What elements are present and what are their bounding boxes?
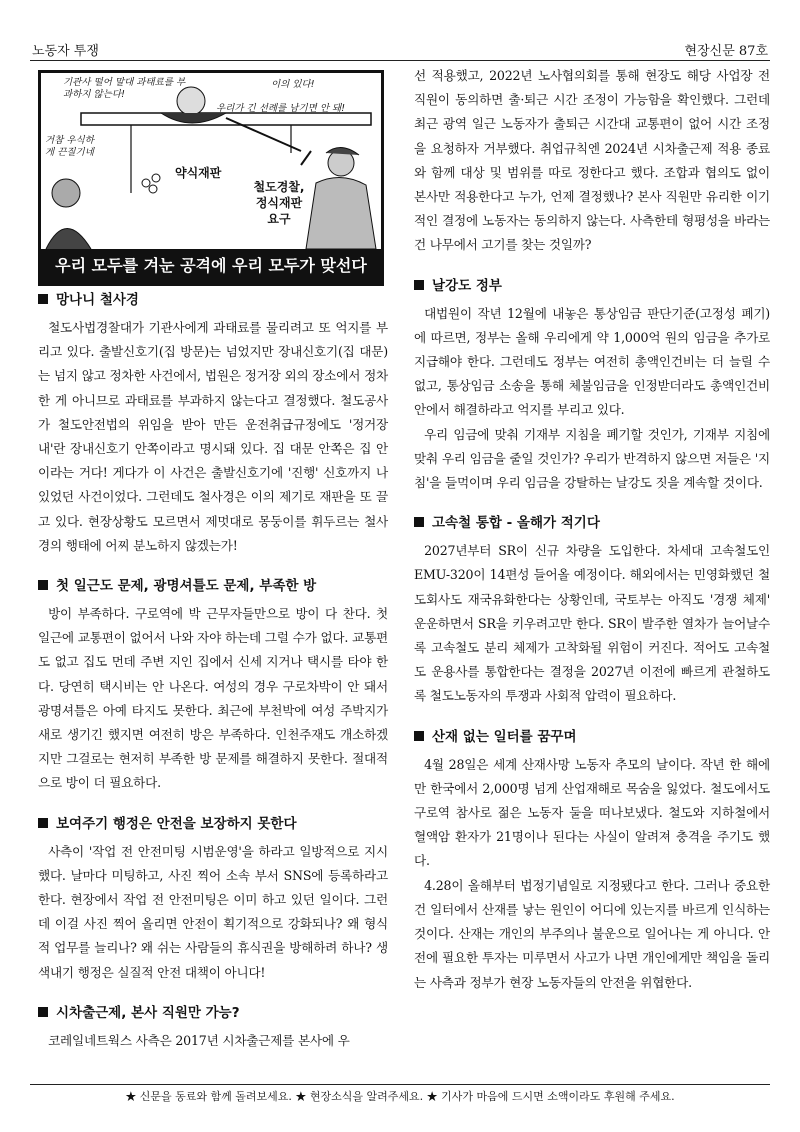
right-column — [414, 64, 770, 1013]
article-paragraph: 2027년부터 SR이 신규 차량을 도입한다. 차세대 고속철도인 EMU-320이 14편성 들어올 예정이다. 해외에서는 민영화했던 철도회사도 재국유화한다는 상황인데, 국토부는 아직도 '경쟁 체제' 운운하면서 SR을 키우려고만 한다. SR이 발주한 열차가 늘어날수록 고속철도 분리 체제가 고착화될 위험이 커진다. 적어도 고속철도 운용사를 통합한다는 결정을 2027년 이전에 빠르게 관철하도록 철도노동자의 투쟁과 사회적 압력이 필요하다. — [414, 543, 770, 704]
article — [38, 814, 388, 985]
square-bullet-icon — [38, 1007, 48, 1017]
article-heading: 첫 일근도 문제, 광명셔틀도 문제, 부족한 방 — [38, 576, 388, 596]
article-paragraph: 4월 28일은 세계 산재사망 노동자 추모의 날이다. 작년 한 해에만 한국에서 2,000명 넘게 산업재해로 목숨을 잃었다. 철도에서도 구로역 참사로 젊은 노동자 둘을 떠나보냈다. 철도와 지하철에서 혈액암 환자가 21명이나 된다는 사실이 알려져 충격을 주기도 했다. — [414, 756, 770, 869]
article-paragraph: 방이 부족하다. 구로역에 박 근무자들만으로 방이 다 찬다. 첫 일근에 교통편이 없어서 나와 자야 하는데 그럴 수가 없다. 교통편도 없고 집도 먼데 주변 지인 집에서 신세 지거나 택시를 타야 한다. 당연히 택시비는 안 나온다. 여성의 경우 구로차박이 안 돼서 광명셔틀은 아예 타지도 못한다. 최근에 부천박에 여성 주박지가 새로 생기긴 했지면 여전히 방은 부족하다. 인천주재도 개소하겠지만 그걸로는 현저히 부족한 방 문제를 해결하지 못한다. 절대적으로 방이 더 필요하다. — [38, 606, 388, 791]
left-column — [38, 290, 388, 1053]
newspaper-title: 노동자 투쟁 — [32, 44, 99, 59]
article-heading: 시차출근제, 본사 직원만 가능? — [38, 1003, 388, 1023]
cartoon-caption: 우리 모두를 겨눈 공격에 우리 모두가 맞선다 — [41, 249, 381, 283]
speech-bubble-police-1: 이의 있다! — [271, 79, 315, 90]
article-paragraph: 대법원이 작년 12월에 내놓은 통상임금 판단기준(고정성 폐기)에 따르면, 정부는 올해 우리에게 약 1,000억 원의 임금을 추가로 지급해야 한다. 그런데도 정부는 여전히 총액인건비는 더 늘릴 수 없고, 통상임금 소송을 통해 체불임금을 인정받더라도 총액인건비 안에서 해결하라고 억지를 부리고 있다. — [414, 305, 770, 418]
article-paragraph-part1: 코레일네트웍스 사측은 2017년 시차출근제를 본사에 우 — [48, 1032, 350, 1048]
footer-divider — [30, 1084, 770, 1085]
speech-bubble-left: 거참 우식하게 끈질기네 — [45, 135, 94, 158]
square-bullet-icon — [414, 517, 424, 527]
article — [38, 290, 388, 558]
square-bullet-icon — [414, 280, 424, 290]
square-bullet-icon — [38, 294, 48, 304]
speech-bubble-police-2: 우리가 긴 선례를 남기면 안 돼! — [216, 103, 346, 114]
page-header — [0, 0, 800, 60]
article — [414, 727, 770, 995]
article-paragraph: 철도사법경찰대가 기관사에게 과태료를 물리려고 또 억지를 부리고 있다. 출발신호기(집 방문)는 넘었지만 장내신호기(집 대문)는 넘지 않고 정차한 사건에서, 법원은 정거장 외의 장소에서 정차한 게 아니므로 과태료를 부과하지 않는다고 결정했다. 철도공사가 철도안전법의 위임을 받아 만든 운전취급규정에도 '정거장 내'란 장내신호기 안쪽이라고 명시돼 있다. 집 대문 안쪽은 집 안이라는 거다! 게다가 이 사건은 출발신호기에 '진행' 신호까지 나 있었던 사건이었다. 그런데도 철사경은 이의 제기로 재판을 또 끌고 있다. 현장상황도 모르면서 제멋대로 몽둥이를 휘두르는 철사경의 행태에 어찌 분노하지 않겠는가! — [38, 320, 388, 553]
cartoon — [38, 70, 384, 286]
issue-number: 현장신문 87호 — [684, 44, 768, 59]
square-bullet-icon — [414, 731, 424, 741]
header-divider — [30, 60, 770, 61]
article-heading: 날강도 정부 — [414, 276, 770, 296]
square-bullet-icon — [38, 818, 48, 828]
article — [414, 513, 770, 708]
article — [38, 1003, 388, 1053]
speech-bubble-judge: 기관사 떨어 말대 과태료를 부과하지 않는다! — [63, 77, 186, 100]
article-paragraph: 사측이 '작업 전 안전미팅 시범운영'을 하라고 일방적으로 지시했다. 날마다 미팅하고, 사진 찍어 소속 부서 SNS에 등록하라고 한다. 현장에서 작업 전 안전미팅은 이미 하고 있던 일이다. 그런데 이걸 사진 찍어 올리면 안전이 획기적으로 강화되나? 왜 형식적 업무를 늘리나? 왜 쉬는 사람들의 휴식권을 방해하려 하나? 생색내기 행정은 실질적 안전 대책이 아니다! — [38, 843, 388, 980]
article-paragraph: 우리 임금에 맞춰 기재부 지침을 폐기할 것인가, 기재부 지침에 맞춰 우리 임금을 줄일 것인가? 우리가 반격하지 않으면 저들은 '지침'을 들먹이며 우리 임금을 강탈하는 날강도 짓을 계속할 것이다. — [414, 426, 770, 491]
footer-note: ★ 신문을 동료와 함께 돌려보세요. ★ 현장소식을 알려주세요. ★ 기사가 마음에 드시면 소액이라도 후원해 주세요. — [125, 1090, 675, 1103]
article-heading: 산재 없는 일터를 꿈꾸며 — [414, 727, 770, 747]
article-heading: 망나니 철사경 — [38, 290, 388, 310]
article — [38, 576, 388, 796]
label-summary-trial: 약식재판 — [175, 166, 222, 180]
label-railway-police: 철도경찰, 정식재판 요구 — [253, 180, 305, 226]
article-heading: 보여주기 행정은 안전을 보장하지 못한다 — [38, 814, 388, 834]
article-paragraph-part2: 선 적용했고, 2022년 노사협의회를 통해 현장도 해당 사업장 전 직원이 동의하면 출·퇴근 시간 조정이 가능함을 확인했다. 그런데 최근 광역 일근 노동자가 출퇴근 시간대 교통편이 없어 시간 조정을 요청하자 거부했다. 취업규칙엔 2024년 시차출근제 적용 종료와 함께 대상 및 범위를 따로 정한다고 했다. 조합과 협의도 없이 본사만 적용한다고 누가, 언제 결정했나? 본사 직원만 유리한 이기적인 결정에 노동자는 동의하지 않는다. 사측한테 형평성을 바라는 건 나무에서 고기를 찾는 것일까? — [414, 68, 770, 253]
square-bullet-icon — [38, 580, 48, 590]
article — [414, 276, 770, 496]
article-heading: 고속철 통합 - 올해가 적기다 — [414, 513, 770, 533]
article-continuation — [414, 64, 770, 258]
article-paragraph: 4.28이 올해부터 법정기념일로 지정됐다고 한다. 그러나 중요한 건 일터에서 산재를 낳는 원인이 어디에 있는지를 바르게 인식하는 것이다. 산재는 개인의 부주의나 불운으로 일어나는 게 아니다. 안전에 필요한 투자는 미루면서 사고가 나면 개인에게만 책임을 돌리는 사측과 정부가 현장 노동자들의 안전을 위협한다. — [414, 877, 770, 990]
